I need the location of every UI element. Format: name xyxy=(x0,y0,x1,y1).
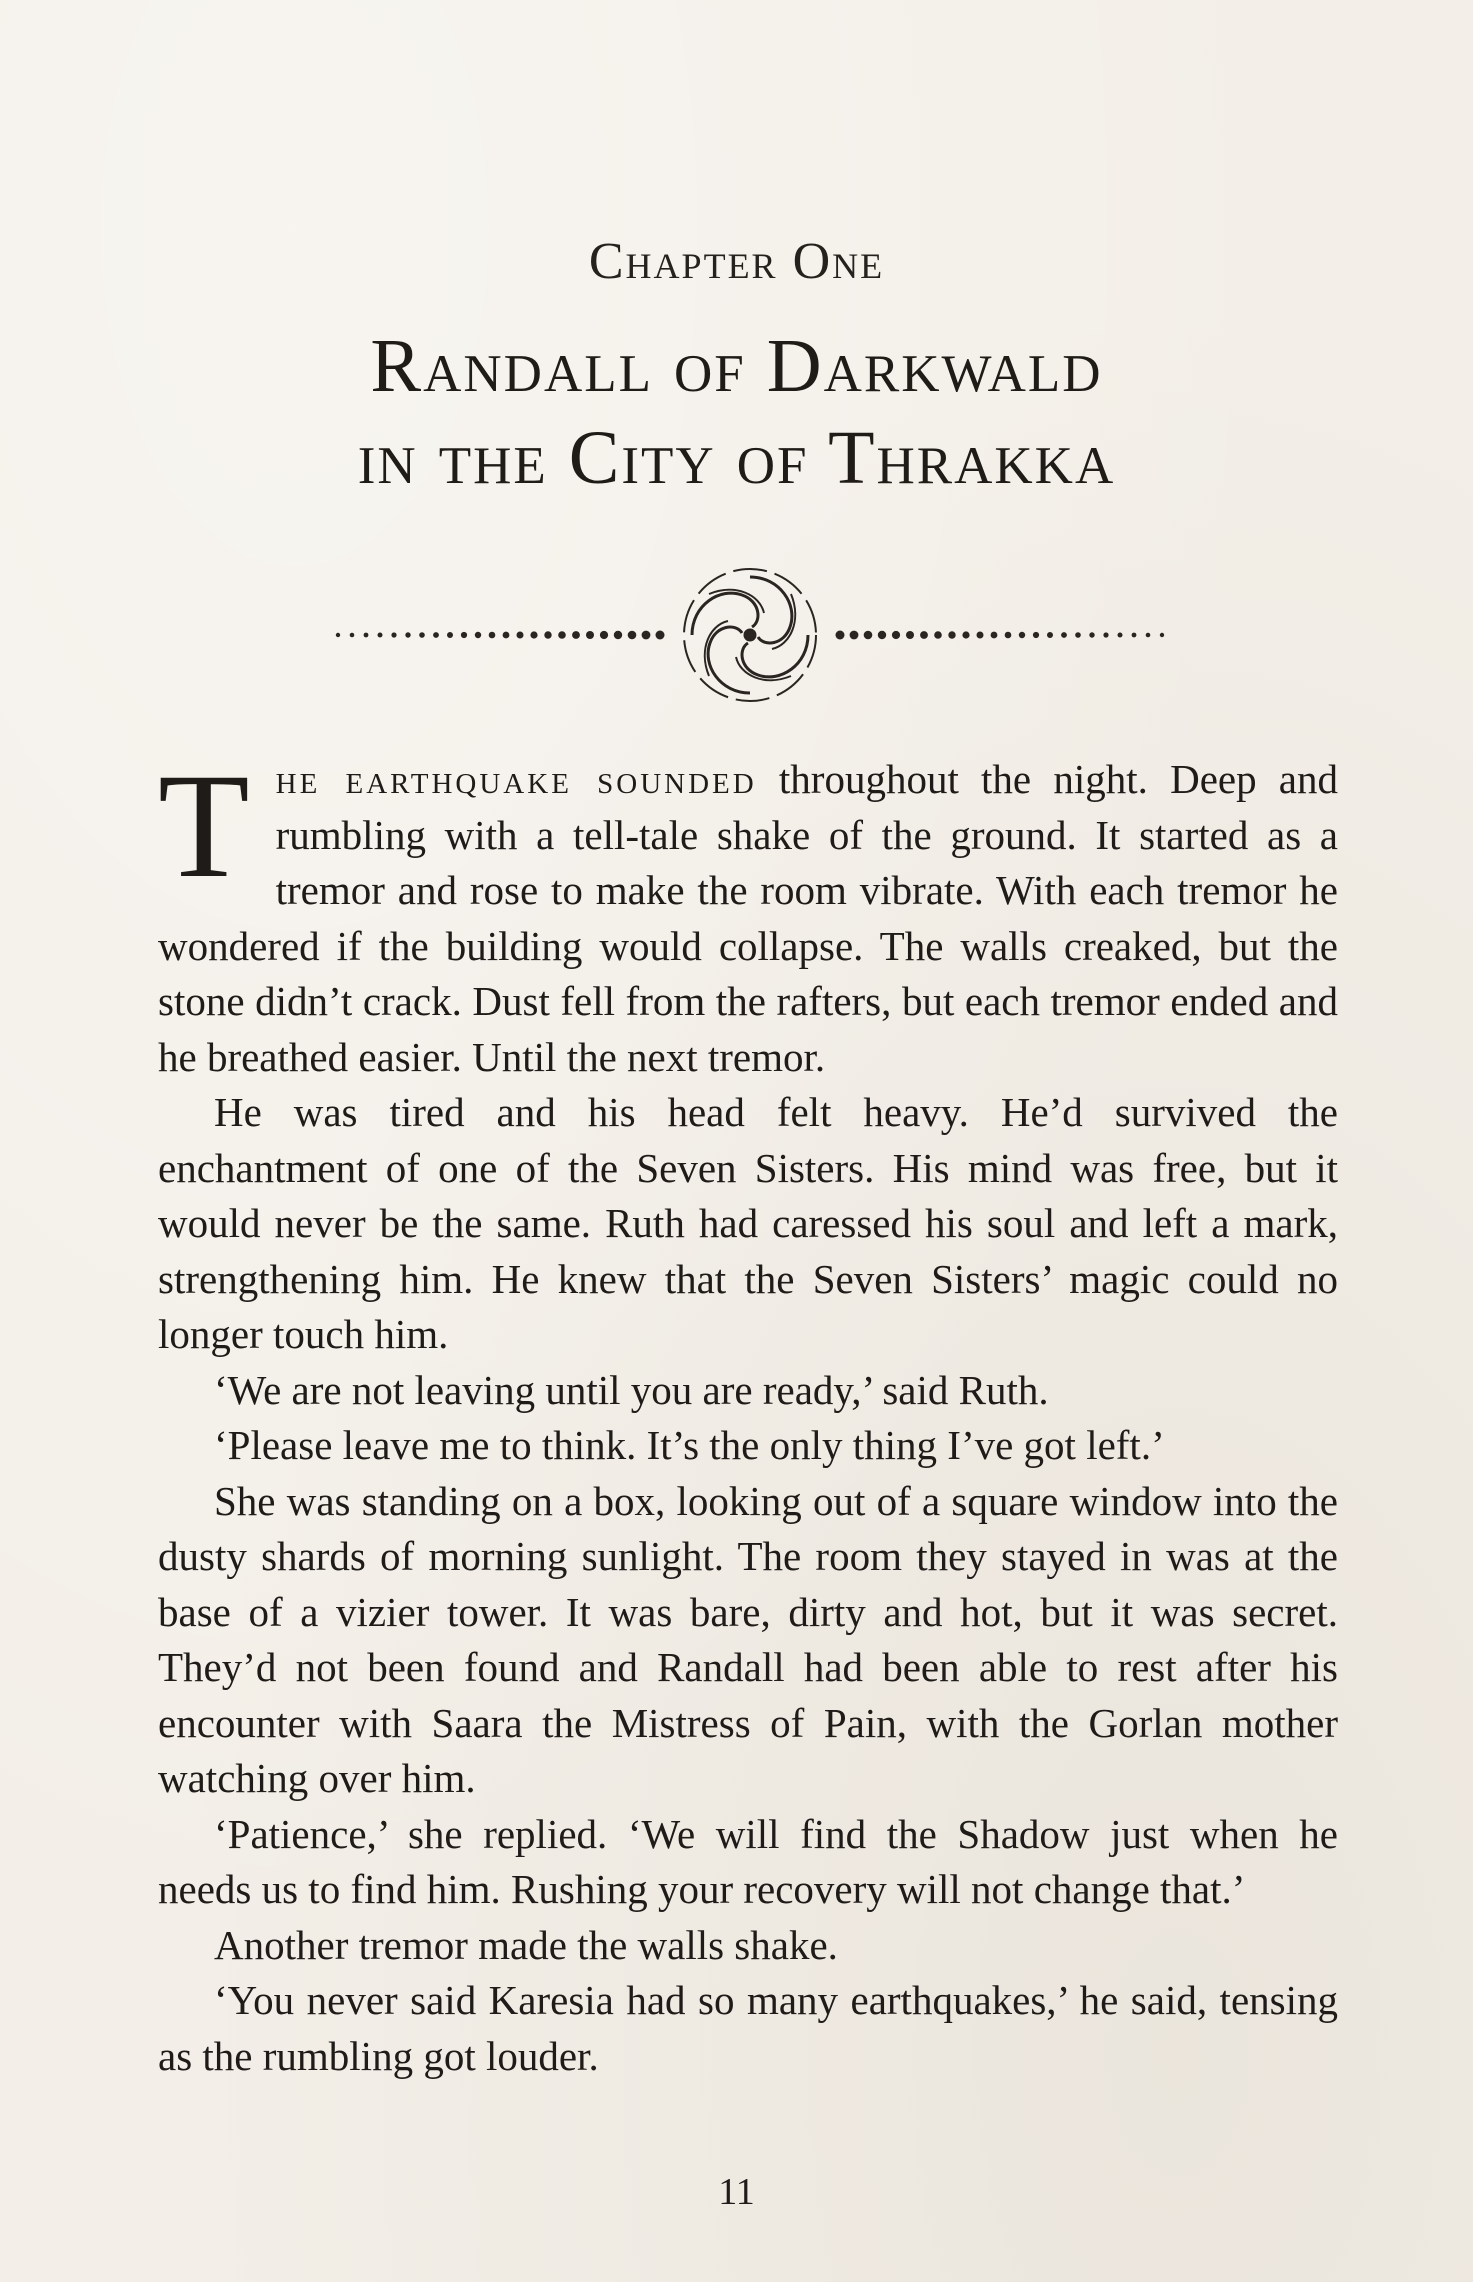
paragraph-5: She was standing on a box, looking out of a square window into the dusty shards of morning sunlight. The room they stayed in was at the base of a vizier tower. It was bare, dirty and hot, but it was secret. They’d not been found and Randall had been able to rest after his encounter with Saara the Mistress of Pain, with the Gorlan mother watching over him. xyxy=(158,1477,1338,1801)
paragraph-1 xyxy=(158,743,1338,1085)
paragraph-6: ‘Patience,’ she replied. ‘We will find the Shadow just when he needs us to find him. Rushing your recovery will not change that.’ xyxy=(158,1810,1338,1912)
paragraph-1-text: throughout the night. Deep and rumbling with a tell-tale shake of the ground. It started as a tremor and rose to make the room vibrate. With each tremor he wondered if the building would collapse. The walls creaked, but the stone didn’t crack. Dust fell from the rafters, but each tremor ended and he breathed easier. Until the next tremor. xyxy=(158,756,1338,1080)
spiral-rosette-icon xyxy=(330,560,1170,710)
paragraph-2: He was tired and his head felt heavy. He’d survived the enchantment of one of the Seven Sisters. His mind was free, but it would never be the same. Ruth had caressed his soul and left a mark, strengthening him. He knew that the Seven Sisters’ magic could no longer touch him. xyxy=(158,1089,1338,1357)
paragraph-7: Another tremor made the walls shake. xyxy=(214,1921,838,1968)
chapter-title xyxy=(0,320,1473,504)
lead-in-small-caps: he earthquake sounded xyxy=(275,756,757,802)
body-text xyxy=(158,743,1338,2084)
chapter-title-line-1: Randall of Darkwald xyxy=(370,324,1103,408)
paragraph-4: ‘Please leave me to think. It’s the only thing I’ve got left.’ xyxy=(214,1422,1165,1468)
chapter-label: Chapter One xyxy=(588,233,885,290)
drop-cap: T xyxy=(158,743,250,909)
chapter-title-line-2: in the City of Thrakka xyxy=(357,416,1116,500)
page-number: 11 xyxy=(718,2171,755,2213)
paragraph-8: ‘You never said Karesia had so many earthquakes,’ he said, tensing as the rumbling got louder. xyxy=(158,1977,1338,2079)
paragraph-3: ‘We are not leaving until you are ready,’ said Ruth. xyxy=(214,1366,1049,1413)
